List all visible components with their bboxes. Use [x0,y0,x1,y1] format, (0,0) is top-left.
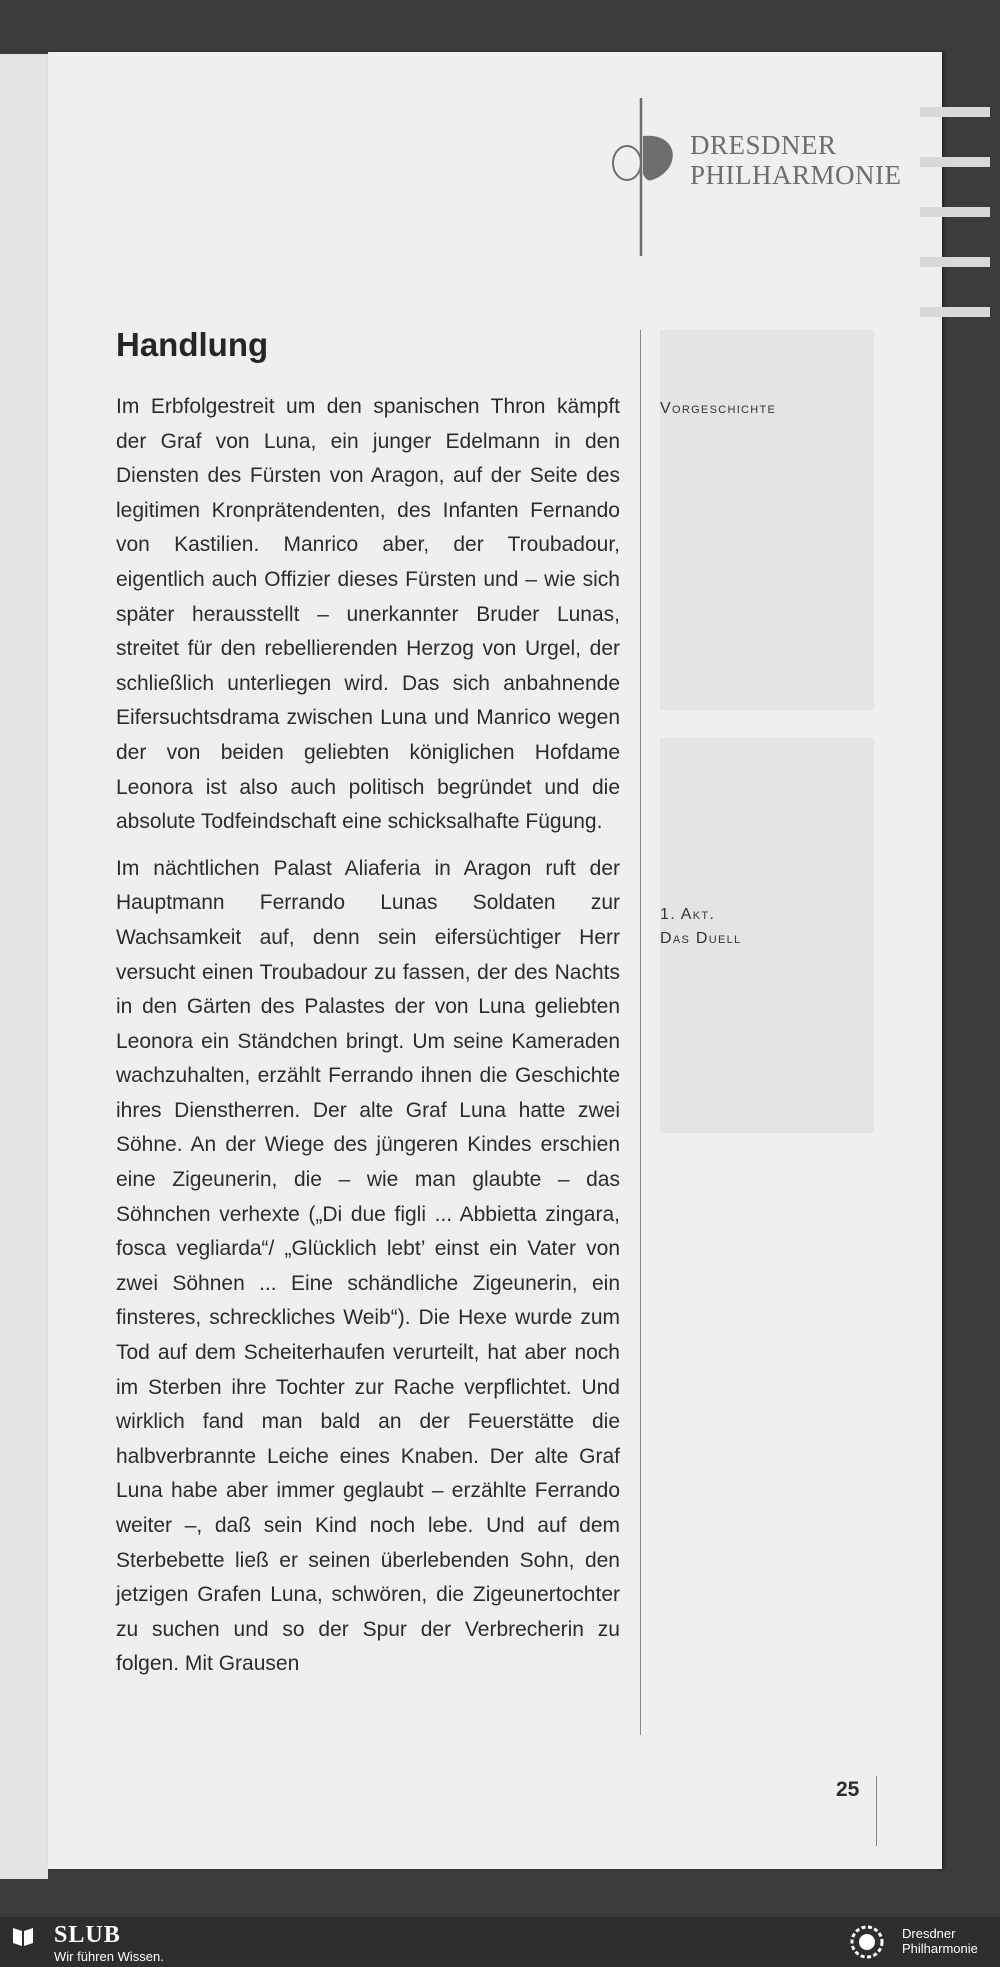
dp-footer-line-2: Philharmonie [902,1941,978,1956]
column-divider [640,330,641,1735]
logo-line-1: DRESDNER [690,130,837,160]
sidebar-heading-vorgeschichte: Vorgeschichte [660,400,777,417]
article-body [116,390,620,1694]
dp-footer-wordmark [902,1926,978,1956]
page-tab-marker [920,107,990,117]
logo-wordmark [690,130,902,190]
sidebar-act-number: 1. Akt. [660,906,716,923]
paragraph: Im nächtlichen Palast Aliaferia in Aragon ruft der Hauptmann Ferrando Lunas Soldaten zur Wachsamkeit auf, denn sein eifersüchtiger Herr versucht einen Troubadour zu fassen, der des Nachts in den Gärten des Palastes der von Luna geliebten Leonora ein Ständchen bringt. Um seine Kameraden wachzuhalten, erzählt Ferrando ihnen die Geschichte ihres Dienstherren. Der alte Graf Luna hatte zwei Söhne. An der Wiege des jüngeren Kindes erschien eine Zigeunerin, die – wie man glaubte – das Söhnchen verhexte („Di due figli ... Abbietta zingara, fosca vegliarda“/ „Glücklich lebt’ einst ein Vater von zwei Söhnen ... Eine schändliche Zigeunerin, ein finsteres, schreckliches Weib“). Die Hexe wurde zum Tod auf dem Scheiterhaufen verurteilt, hat aber noch im Sterben ihre Tochter zur Rache verpflichtet. Und wirklich fand man bald an der Feuerstätte die halbverbrannte Leiche eines Knaben. Der alte Graf Luna habe aber immer geglaubt – erzählte Ferrando weiter –, daß sein Kind noch lebe. Und auf dem Sterbebette ließ er seinen überlebenden Sohn, den jetzigen Grafen Luna, schwören, die Zigeunertochter zu suchen und so der Spur der Verbrecherin zu folgen. Mit Grausen [116,856,620,1676]
page-tab-marker [920,207,990,217]
adjacent-page [0,54,48,1879]
sunburst-icon [840,1920,894,1964]
footer-bar [0,1917,1000,1967]
paragraph: Im Erbfolgestreit um den spanischen Thron kämpft der Graf von Luna, ein junger Edelmann in den Diensten des Fürsten von Aragon, auf der Seite des legitimen Kronprätendenten, des Infanten Fernando von Kastilien. Manrico aber, der Troubadour, eigentlich auch Offizier dieses Fürsten und – wie sich später herausstellt – unerkannter Bruder Lunas, streitet für den rebellierenden Herzog von Urgel, der schließlich unterliegen wird. Das sich anbahnende Eifersuchtsdrama zwischen Luna und Manrico wegen der von beiden geliebten königlichen Hofdame Leonora ist also auch politisch begründet und die absolute Todfeindschaft eine schicksalhafte Fügung. [116,395,620,834]
logo-line-2: PHILHARMONIE [690,160,902,190]
page-tab-marker [920,157,990,167]
page-tab-marker [920,307,990,317]
page-number-rule [876,1776,877,1846]
dp-footer-line-1: Dresdner [902,1926,956,1941]
sidebar-act-title: Das Duell [660,930,742,947]
page-tab-marker [920,257,990,267]
page-number: 25 [836,1778,860,1801]
faded-illustration [660,330,874,710]
book-icon [12,1925,34,1947]
slub-tagline: Wir führen Wissen. [54,1949,164,1964]
slub-logo-text: SLUB [54,1922,121,1948]
page-title: Handlung [116,326,269,363]
